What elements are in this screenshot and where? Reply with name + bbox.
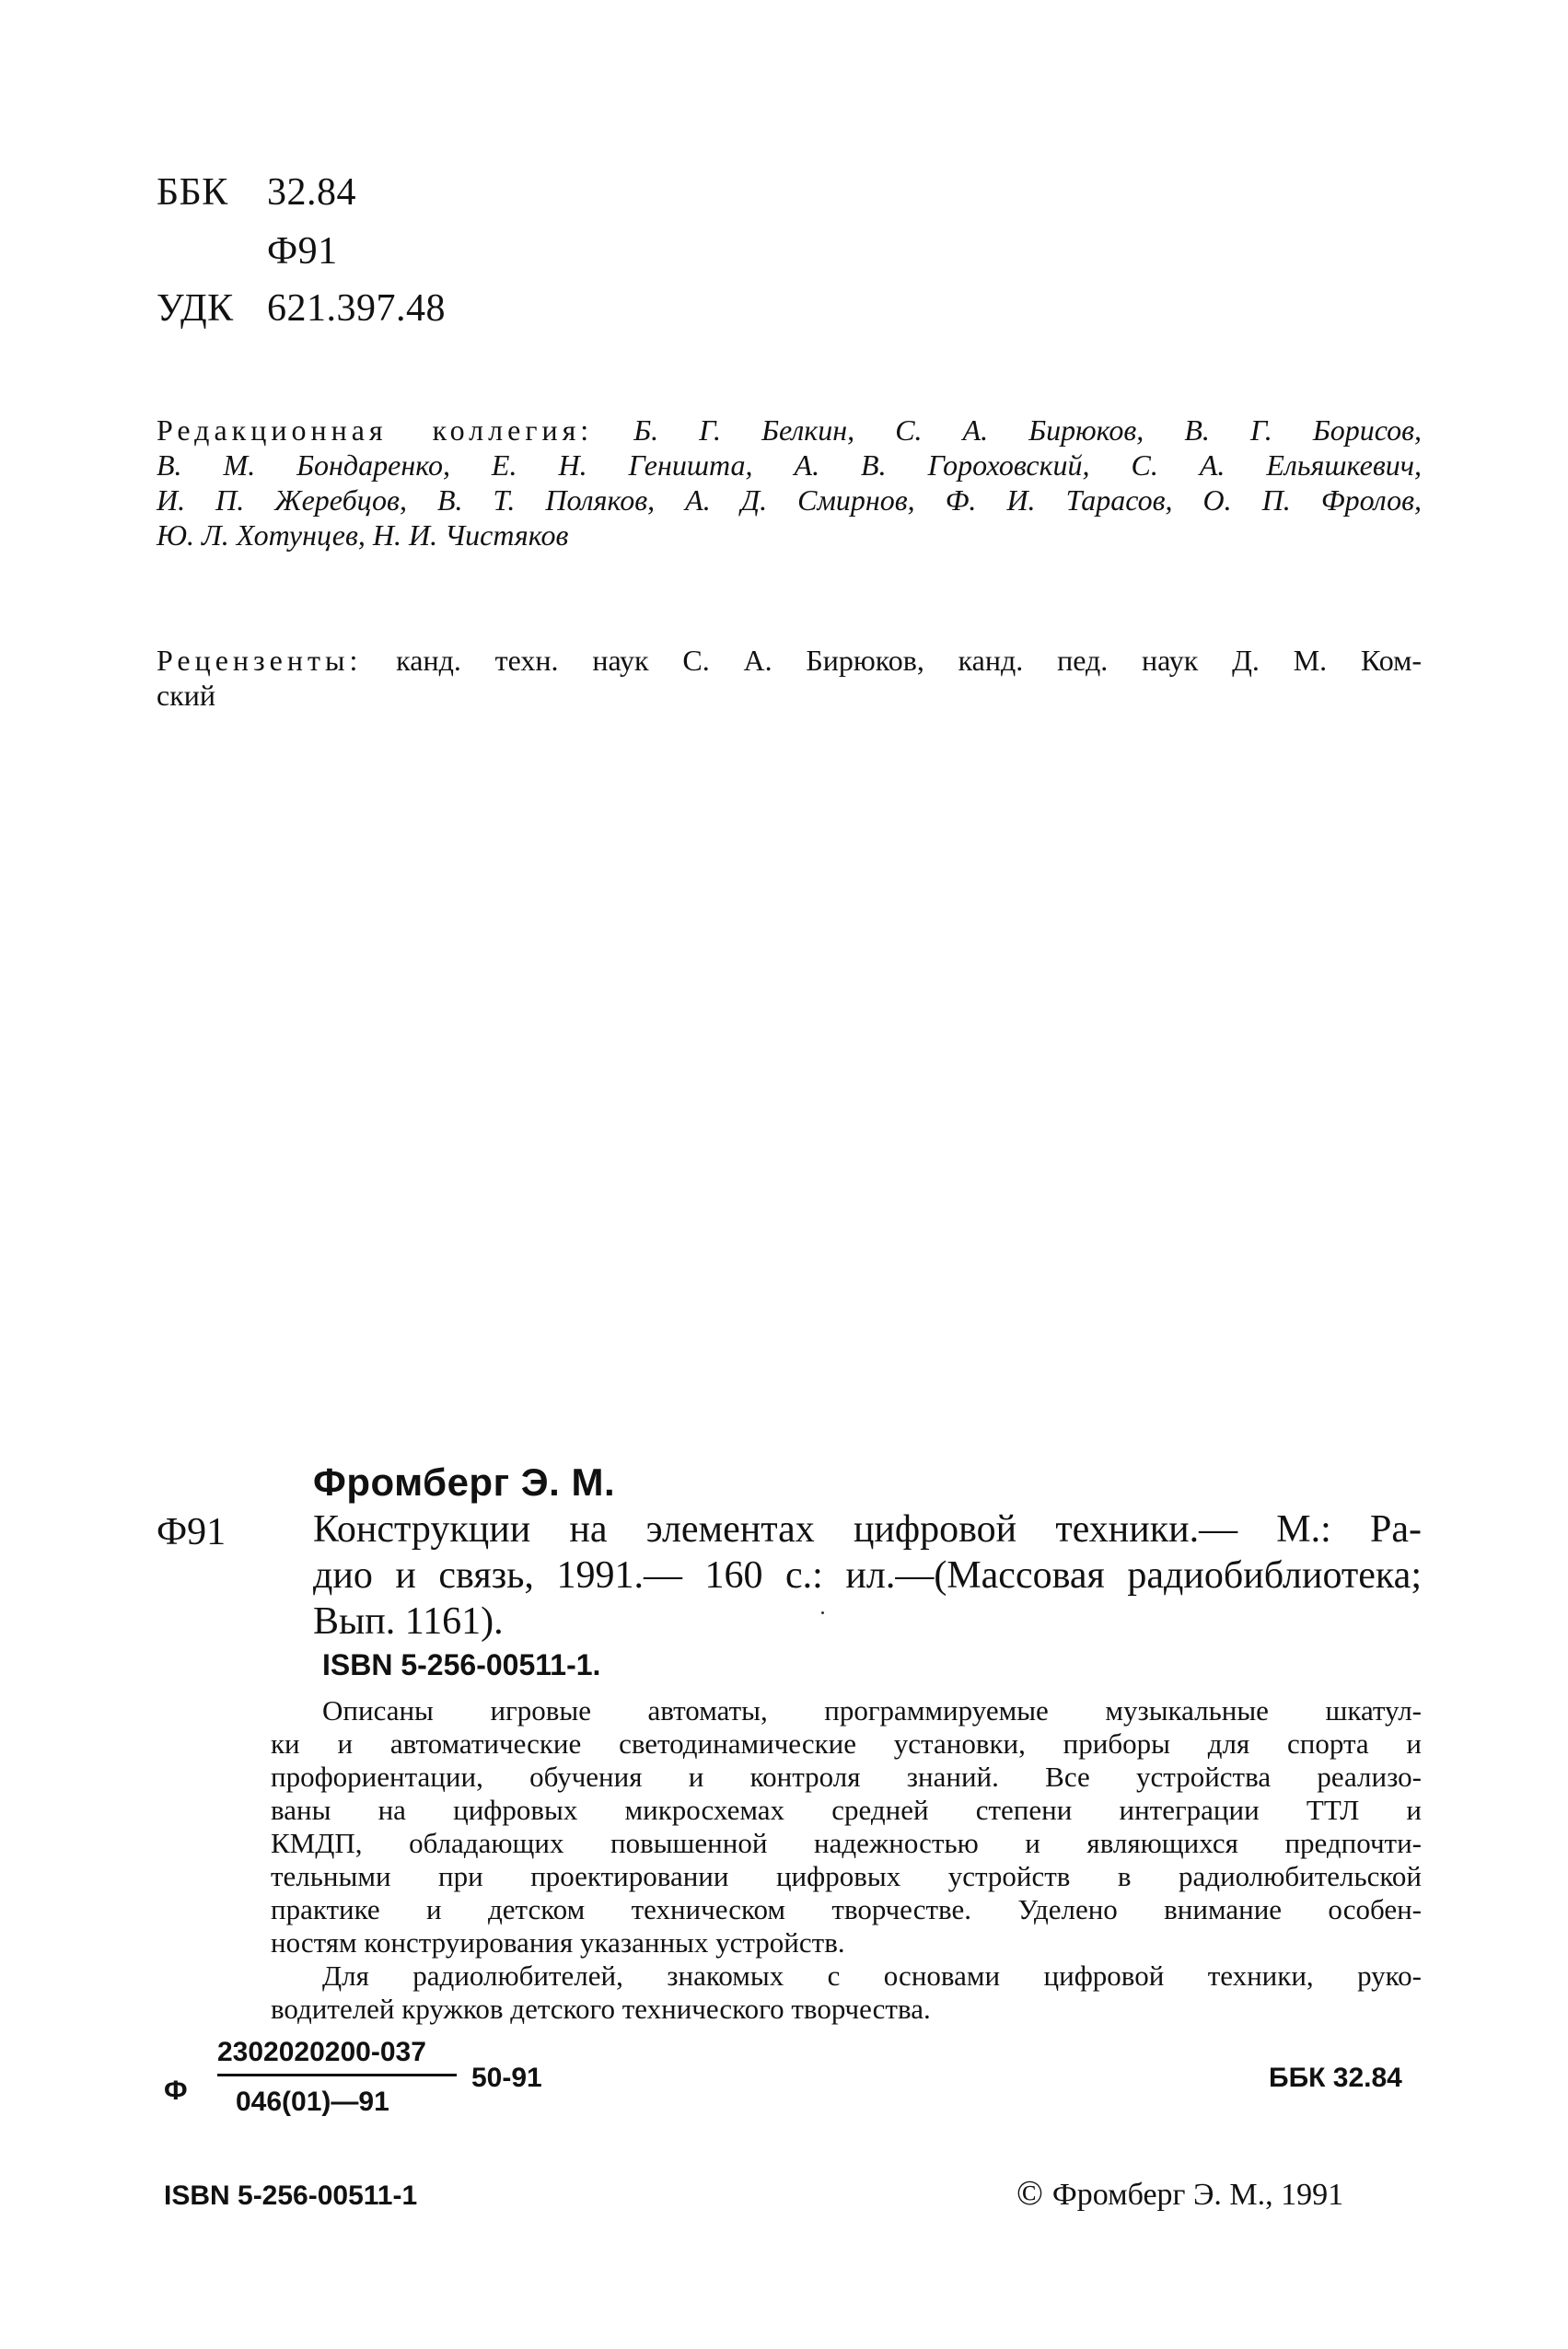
fraction-numerator: 2302020200-037 — [217, 2037, 426, 2067]
fraction-letter: Ф — [164, 2076, 188, 2106]
fraction-denominator: 046(01)—91 — [236, 2087, 389, 2117]
board-line-3: И. П. Жеребцов, В. Т. Поляков, А. Д. Смирнов, Ф. И. Тарасов, О. П. Фролов, — [157, 483, 1422, 517]
title-line-2: дио и связь, 1991.— 160 с.: ил.—(Массовая радиобиблиотека; — [313, 1554, 1422, 1597]
book-title — [313, 1506, 1422, 1645]
book-code: Ф91 — [157, 1511, 226, 1553]
bbk-value: 32.84 — [267, 171, 356, 214]
board-line-1 — [157, 413, 1422, 448]
fraction-side-number: 50-91 — [471, 2063, 542, 2093]
reviewers-line-2: ский — [157, 679, 215, 712]
annotation-line-3: профориентации, обучения и контроля знаний. Все устройства реализо- — [271, 1761, 1422, 1793]
annotation-line-6: тельными при проектировании цифровых устройств в радиолюбительской — [271, 1860, 1422, 1892]
annotation — [271, 1694, 1422, 2026]
footer-isbn: ISBN 5-256-00511-1 — [164, 2180, 418, 2211]
title-line-3: Вып. 1161). — [313, 1600, 504, 1643]
udk-line — [157, 289, 446, 328]
udk-value: 621.397.48 — [267, 287, 446, 330]
copyright-text: Фромберг Э. М., 1991 — [1051, 2178, 1344, 2212]
annotation-line-5: КМДП, обладающих повышенной надежностью и являющихся предпочти- — [271, 1827, 1422, 1859]
annotation-line-4: ваны на цифровых микросхемах средней степени интеграции ТТЛ и — [271, 1794, 1422, 1826]
copyright-icon: © — [1016, 2174, 1043, 2213]
board-members-1: Б. Г. Белкин, С. А. Бирюков, В. Г. Борисов, — [633, 413, 1423, 447]
annotation-line-8: ностям конструирования указанных устройств. — [271, 1926, 845, 1959]
author-mark: Ф91 — [267, 230, 338, 273]
title-line-1: Конструкции на элементах цифровой техники.— М.: Ра- — [313, 1508, 1422, 1551]
bbk-line — [157, 173, 356, 212]
fraction-bar — [217, 2074, 457, 2076]
annotation-line-7: практике и детском техническом творчестве. Уделено внимание особен- — [271, 1893, 1422, 1925]
reviewers — [157, 643, 1422, 713]
reviewers-label: Рецензенты: — [157, 644, 363, 677]
board-label: Редакционная коллегия: — [157, 413, 594, 447]
audience-line-1: Для радиолюбителей, знакомых с основами цифровой техники, руко- — [322, 1959, 1422, 1992]
bbk-label: ББК — [157, 171, 228, 214]
audience-line-2: водителей кружков детского технического творчества. — [271, 1993, 931, 2025]
reviewers-line-1 — [157, 643, 1422, 678]
annotation-line-2: ки и автоматические светодинамические установки, приборы для спорта и — [271, 1727, 1422, 1760]
board-line-4: Ю. Л. Хотунцев, Н. И. Чистяков — [157, 518, 569, 552]
footer-bbk: ББК 32.84 — [1269, 2063, 1402, 2093]
stray-dot — [821, 1611, 824, 1614]
book-isbn: ISBN 5-256-00511-1. — [322, 1648, 601, 1681]
udk-label: УДК — [157, 287, 234, 330]
copyright — [1016, 2173, 1343, 2214]
reviewers-names: канд. техн. наук С. А. Бирюков, канд. пед. наук Д. М. Ком- — [396, 644, 1423, 677]
editorial-board — [157, 413, 1422, 552]
annotation-line-1: Описаны игровые автоматы, программируемые музыкальные шкатул- — [322, 1694, 1422, 1727]
book-author: Фромберг Э. М. — [313, 1460, 616, 1504]
board-line-2: В. М. Бондаренко, Е. Н. Геништа, А. В. Гороховский, С. А. Ельяшкевич, — [157, 448, 1422, 482]
